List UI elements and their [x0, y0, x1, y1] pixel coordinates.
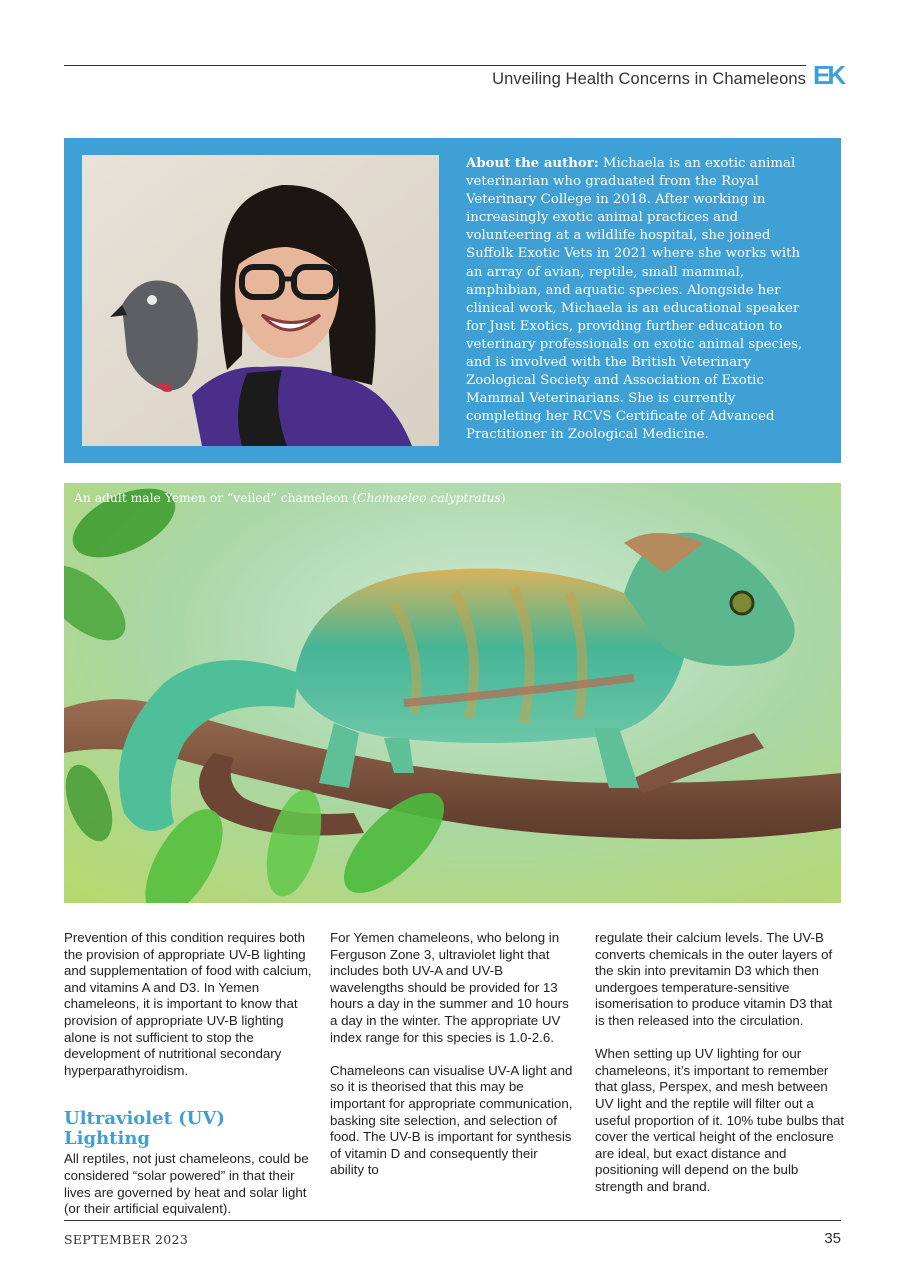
article-column-1 — [64, 930, 314, 1218]
author-bio-text: Michaela is an exotic animal veterinarian who graduated from the Royal Veterinary College in 2018. After working in increasingly exotic animal practices and volunteering at a wildlife hospital, she joined Suffolk Exotic Vets in 2021 where she works with an array of avian, reptile, small mammal, amphibian, and aquatic species. Alongside her clinical work, Michaela is an educational speaker for Just Exotics, providing further education to veterinary professionals on exotic animal species, and is involved with the British Veterinary Zoological Society and Association of Exotic Mammal Veterinarians. She is currently completing her RCVS Certificate of Advanced Practitioner in Zoological Medicine. — [466, 156, 803, 443]
footer-rule — [64, 1220, 841, 1221]
magazine-logo: EK — [813, 60, 844, 90]
paragraph: All reptiles, not just chameleons, could be considered “solar powered” in that their lives are governed by heat and solar light (or their artificial equivalent). — [64, 1151, 309, 1217]
paragraph: Prevention of this condition requires both the provision of appropriate UV-B lighting and supplementation of food with calcium, and vitamins A and D3. In Yemen chameleons, it is important to know that provision of appropriate UV-B lighting alone is not sufficient to stop the development of nutritional secondary hyperparathyroidism. — [64, 930, 312, 1078]
article-column-2 — [330, 930, 575, 1179]
paragraph: Chameleons can visualise UV-A light and so it is theorised that this may be important for appropriate communication, basking site selection, and selection of food. The UV-B is important for synthesis of vitamin D and consequently their ability to — [330, 1062, 573, 1178]
author-box — [64, 138, 841, 463]
author-bio — [466, 155, 814, 445]
paragraph: For Yemen chameleons, who belong in Ferguson Zone 3, ultraviolet light that includes both UV-A and UV-B wavelengths should be provided for 13 hours a day in the summer and 10 hours a day in the winter. The appropriate UV index range for this species is 1.0-2.6. — [330, 930, 569, 1045]
running-title: Unveiling Health Concerns in Chameleons — [492, 70, 806, 88]
chameleon-illustration — [64, 483, 841, 903]
caption-suffix: ) — [500, 491, 506, 505]
page-number: 35 — [824, 1230, 841, 1247]
author-bio-label: About the author: — [466, 156, 599, 171]
caption-prefix: An adult male Yemen or “veiled” chameleon ( — [74, 491, 358, 505]
chameleon-photo — [64, 483, 841, 903]
section-heading: Ultraviolet (UV) Lighting — [64, 1108, 225, 1150]
header-rule — [64, 65, 806, 66]
issue-date: SEPTEMBER 2023 — [64, 1232, 189, 1247]
caption-species: Chamaeleo calyptratus — [357, 491, 501, 505]
author-photo — [82, 155, 439, 446]
paragraph: regulate their calcium levels. The UV-B converts chemicals in the outer layers of the skin into previtamin D3 which then undergoes temperature-sensitive isomerisation to produce vitamin D3 that is then released into the circulation. — [595, 930, 833, 1028]
photo-caption — [74, 491, 506, 505]
paragraph: When setting up UV lighting for our chameleons, it’s important to remember that glass, Perspex, and mesh between UV light and the reptile will filter out a useful proportion of it. 10% tube bulbs that cover the vertical height of the enclosure are ideal, but exact distance and positioning will depend on the bulb strength and brand. — [595, 1046, 845, 1194]
article-column-3 — [595, 930, 845, 1196]
